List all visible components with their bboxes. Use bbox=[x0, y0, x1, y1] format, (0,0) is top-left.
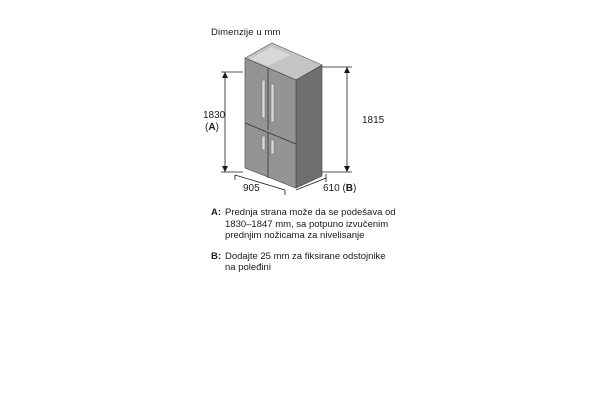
note-b-key: B: bbox=[211, 250, 222, 262]
depth-ref: B bbox=[345, 183, 354, 194]
note-a-key: A: bbox=[211, 207, 222, 218]
height-left-ref: A bbox=[208, 122, 216, 133]
depth-label: 610 (B) bbox=[323, 183, 357, 194]
width-value: 905 bbox=[243, 183, 260, 194]
diagram-title: Dimenzije u mm bbox=[211, 27, 281, 38]
refrigerator-illustration bbox=[245, 43, 322, 188]
height-right-value: 1815 bbox=[362, 115, 385, 126]
height-left-ref-label: (A) bbox=[205, 122, 219, 133]
note-a-text: Prednja strana može da se podešava od 1830–1847 mm, sa potpuno izvučenim prednjim nožicama za nivelisanje bbox=[225, 207, 396, 241]
note-b-text: Dodajte 25 mm za fiksirane odstojnike na poleđini bbox=[225, 250, 386, 273]
note-a bbox=[211, 207, 411, 242]
height-left-value: 1830 bbox=[203, 110, 226, 121]
note-b bbox=[211, 251, 411, 274]
depth-value: 610 bbox=[323, 183, 340, 194]
notes bbox=[211, 207, 411, 283]
